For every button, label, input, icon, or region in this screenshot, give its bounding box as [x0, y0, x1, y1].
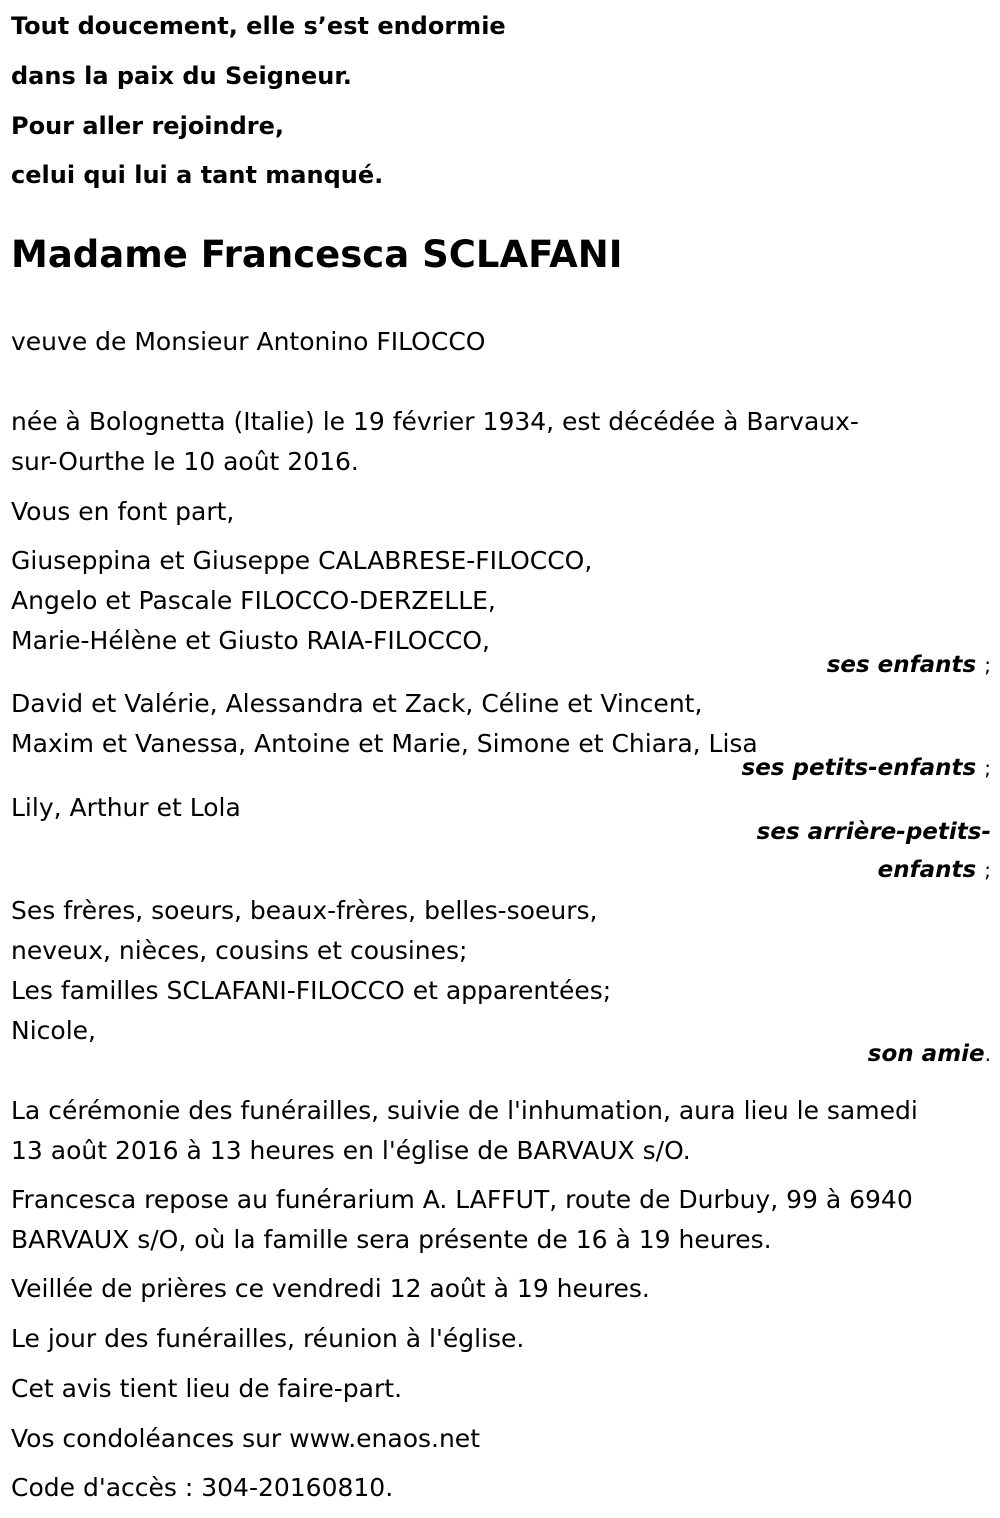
notice-info: Cet avis tient lieu de faire-part.	[11, 1374, 403, 1403]
birth-death-line-2: sur-Ourthe le 10 août 2016.	[11, 447, 359, 476]
great-grandchildren-role-line-2	[878, 851, 991, 889]
vigil-info: Veillée de prières ce vendredi 12 août à 19 heures.	[11, 1274, 650, 1303]
children-role-label: ses enfants	[826, 652, 977, 678]
extended-family-line-3: Les familles SCLAFANI-FILOCCO et apparentées;	[11, 976, 612, 1005]
grandchildren-line-2: Maxim et Vanessa, Antoine et Marie, Simone et Chiara, Lisa	[11, 729, 758, 758]
children-line-3: Marie-Hélène et Giusto RAIA-FILOCCO,	[11, 626, 490, 655]
funerarium-line-1: Francesca repose au funérarium A. LAFFUT, route de Durbuy, 99 à 6940	[11, 1185, 913, 1214]
children-role-punct: ;	[984, 653, 991, 677]
widow-of: veuve de Monsieur Antonino FILOCCO	[11, 327, 486, 356]
grandchildren-line-1: David et Valérie, Alessandra et Zack, Céline et Vincent,	[11, 689, 703, 718]
great-grandchildren-line-1: Lily, Arthur et Lola	[11, 793, 241, 822]
grandchildren-role-punct: ;	[984, 756, 991, 780]
great-grandchildren-role-line-1: ses arrière-petits-	[756, 819, 991, 845]
verse-line-3: Pour aller rejoindre,	[11, 112, 285, 140]
extended-family-line-2: neveux, nièces, cousins et cousines;	[11, 936, 468, 965]
ceremony-line-2: 13 août 2016 à 13 heures en l'église de BARVAUX s/O.	[11, 1136, 691, 1165]
access-code: Code d'accès : 304-20160810.	[11, 1473, 394, 1502]
verse-line-4: celui qui lui a tant manqué.	[11, 161, 384, 189]
grandchildren-role-label: ses petits-enfants	[741, 755, 977, 781]
announcement: Vous en font part,	[11, 497, 235, 526]
ceremony-line-1: La cérémonie des funérailles, suivie de l'inhumation, aura lieu le samedi	[11, 1096, 918, 1125]
great-grandchildren-role-label: enfants	[877, 857, 977, 883]
extended-family-line-1: Ses frères, soeurs, beaux-frères, belles-soeurs,	[11, 896, 598, 925]
friend-role-label: son amie	[867, 1041, 985, 1067]
friend-role-punct: .	[984, 1042, 991, 1066]
children-line-2: Angelo et Pascale FILOCCO-DERZELLE,	[11, 586, 496, 615]
verse-line-2: dans la paix du Seigneur.	[11, 62, 352, 90]
condolences-info: Vos condoléances sur www.enaos.net	[11, 1424, 480, 1453]
funerarium-line-2: BARVAUX s/O, où la famille sera présente de 16 à 19 heures.	[11, 1225, 772, 1254]
birth-death-line-1: née à Bolognetta (Italie) le 19 février 1934, est décédée à Barvaux-	[11, 407, 859, 436]
grandchildren-role	[742, 749, 991, 787]
children-role	[827, 646, 991, 684]
deceased-name: Madame Francesca SCLAFANI	[11, 233, 623, 276]
meeting-info: Le jour des funérailles, réunion à l'église.	[11, 1324, 525, 1353]
extended-family-line-4: Nicole,	[11, 1016, 96, 1045]
friend-role	[868, 1035, 991, 1073]
verse-line-1: Tout doucement, elle s’est endormie	[11, 12, 506, 40]
great-grandchildren-role-punct: ;	[984, 858, 991, 882]
children-line-1: Giuseppina et Giuseppe CALABRESE-FILOCCO,	[11, 546, 593, 575]
